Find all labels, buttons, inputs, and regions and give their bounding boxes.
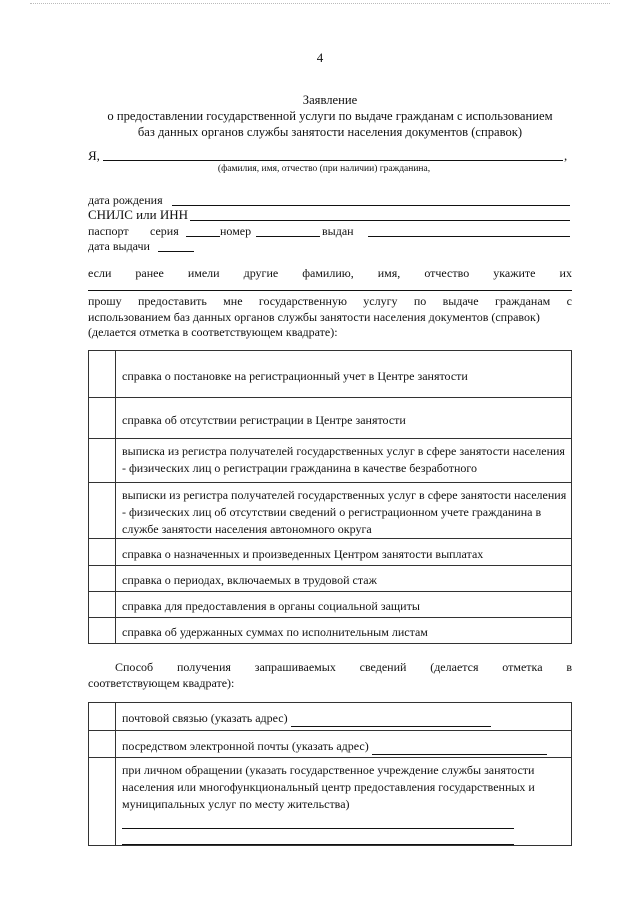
email-address-field[interactable] xyxy=(372,742,547,755)
passport-series-label: серия xyxy=(150,224,179,238)
document-option-row xyxy=(89,618,572,644)
issue-date-label: дата выдачи xyxy=(88,239,150,253)
issue-date-field[interactable] xyxy=(158,251,194,252)
birth-date-label: дата рождения xyxy=(88,193,163,207)
delivery-option-label: посредством электронной почты (указать адрес) xyxy=(122,738,369,753)
delivery-option-row xyxy=(89,703,572,731)
document-subtitle-line1: о предоставлении государственной услуги по выдаче гражданам с использованием xyxy=(107,109,553,123)
delivery-checkbox[interactable] xyxy=(89,731,116,758)
method-line-1: Способ получения запрашиваемых сведений (делается отметка в xyxy=(115,660,572,674)
delivery-option-label: при личном обращении (указать государственное учреждение службы занятости населения или многофункциональный центр предоставления государственных и муниципальных услуг по месту жительства) xyxy=(122,763,535,811)
office-field-line-1[interactable] xyxy=(122,813,514,829)
document-checkbox[interactable] xyxy=(89,566,116,592)
delivery-option-label: почтовой связью (указать адрес) xyxy=(122,711,288,725)
delivery-option-row xyxy=(89,758,572,846)
other-names-field[interactable] xyxy=(88,290,572,291)
document-option-label: выписки из регистра получателей государственных услуг в сфере занятости населения - физических лиц об отсутствии сведений о регистрационном учете гражданина в службе занятости населения автономного округа xyxy=(116,483,572,539)
birth-date-field[interactable] xyxy=(172,205,570,206)
document-checkbox[interactable] xyxy=(89,539,116,566)
document-option-label: справка о назначенных и произведенных Центром занятости выплатах xyxy=(116,539,572,566)
document-option-row xyxy=(89,439,572,483)
passport-issued-by-field[interactable] xyxy=(368,236,570,237)
snils-inn-field[interactable] xyxy=(190,220,570,221)
delivery-option-cell xyxy=(116,758,572,846)
postal-address-field[interactable] xyxy=(291,714,491,727)
page-number: 4 xyxy=(316,50,324,65)
document-option-row xyxy=(89,398,572,439)
document-title: Заявление xyxy=(302,93,358,107)
applicant-name-field[interactable] xyxy=(103,160,563,161)
delivery-checkbox[interactable] xyxy=(89,758,116,846)
scan-edge-line xyxy=(30,3,610,4)
applicant-prefix: Я, xyxy=(88,148,100,163)
document-subtitle-line2: баз данных органов службы занятости населения документов (справок) xyxy=(137,125,523,139)
document-option-row xyxy=(89,566,572,592)
document-option-row xyxy=(89,539,572,566)
document-option-label: справка об отсутствии регистрации в Центре занятости xyxy=(116,398,572,439)
snils-inn-label: СНИЛС или ИНН xyxy=(88,207,189,222)
delivery-option-row xyxy=(89,731,572,758)
document-option-label: справка о постановке на регистрационный учет в Центре занятости xyxy=(116,351,572,398)
delivery-option-cell xyxy=(116,703,572,731)
document-checkbox[interactable] xyxy=(89,592,116,618)
office-field-line-2[interactable] xyxy=(122,829,514,845)
document-option-label: справка для предоставления в органы социальной защиты xyxy=(116,592,572,618)
document-option-label: выписка из регистра получателей государственных услуг в сфере занятости населения - физических лиц о регистрации гражданина в качестве безработного xyxy=(116,439,572,483)
document-checkbox[interactable] xyxy=(89,398,116,439)
delivery-checkbox[interactable] xyxy=(89,703,116,731)
document-checkbox[interactable] xyxy=(89,483,116,539)
document-checkbox[interactable] xyxy=(89,351,116,398)
delivery-option-cell xyxy=(116,731,572,758)
documents-table xyxy=(88,350,572,644)
document-option-row xyxy=(89,351,572,398)
applicant-comma: , xyxy=(564,148,568,163)
passport-number-label: номер xyxy=(220,224,252,238)
document-option-row xyxy=(89,592,572,618)
passport-number-field[interactable] xyxy=(256,236,320,237)
request-line-3: (делается отметка в соответствующем квадрате): xyxy=(88,325,338,339)
document-checkbox[interactable] xyxy=(89,618,116,644)
document-option-label: справка об удержанных суммах по исполнительным листам xyxy=(116,618,572,644)
document-option-label: справка о периодах, включаемых в трудовой стаж xyxy=(116,566,572,592)
passport-label: паспорт xyxy=(88,224,129,238)
document-checkbox[interactable] xyxy=(89,439,116,483)
request-line-2: использованием баз данных органов службы занятости населения документов (справок) xyxy=(88,310,540,324)
passport-series-field[interactable] xyxy=(186,236,220,237)
document-option-row xyxy=(89,483,572,539)
passport-issued-by-label: выдан xyxy=(322,224,354,238)
request-line-1: прошу предоставить мне государственную услугу по выдаче гражданам с xyxy=(88,294,572,308)
applicant-name-hint: (фамилия, имя, отчество (при наличии) гражданина, xyxy=(217,164,431,174)
method-line-2: соответствующем квадрате): xyxy=(88,676,235,690)
other-names-instruction: если ранее имели другие фамилию, имя, отчество укажите их xyxy=(88,266,572,280)
delivery-table xyxy=(88,702,572,846)
